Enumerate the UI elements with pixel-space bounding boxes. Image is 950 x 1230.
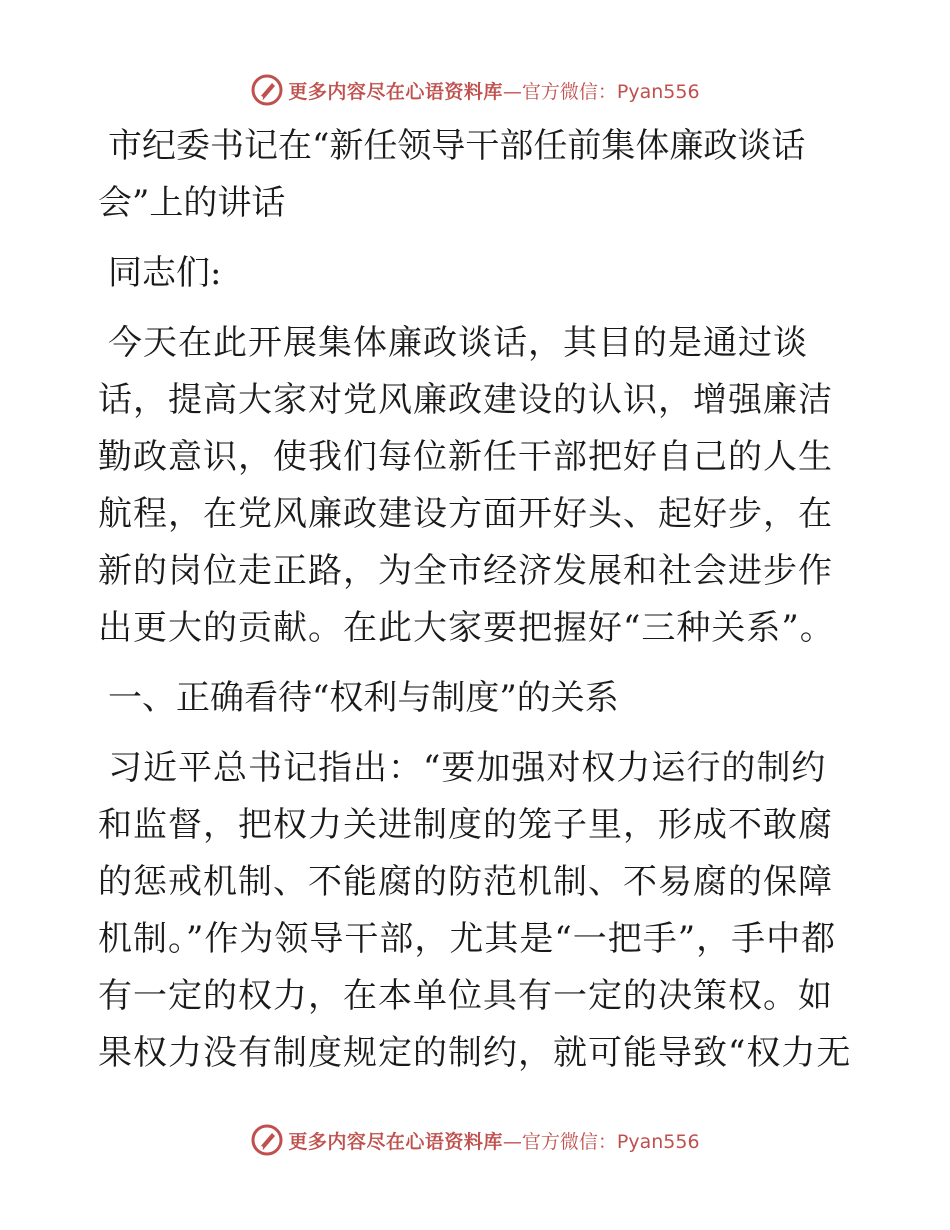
banner-official-text: —官方微信：Pyan556: [502, 80, 700, 103]
header-banner: [0, 70, 950, 110]
document-title: [98, 118, 858, 232]
banner-official-text: —官方微信：Pyan556: [502, 1130, 700, 1153]
paragraph-2: 习近平总书记指出：“要加强对权力运行的制约和监督，把权力关进制度的笼子里，形成不敢腐的惩戒机制、不能腐的防范机制、不易腐的保障机制。”作为领导干部，尤其是“一把手”，手中都有一定的权力，在本单位具有一定的决策权。如果权力没有制度规定的制约，就可能导致“权力无: [98, 748, 852, 1073]
pen-logo-icon: [250, 73, 284, 107]
paragraph-1: 今天在此开展集体廉政谈话，其目的是通过谈话，提高大家对党风廉政建设的认识，增强廉洁勤政意识，使我们每位新任干部把好自己的人生航程，在党风廉政建设方面开好头、起好步，在新的岗位走正路，为全市经济发展和社会进步作出更大的贡献。在此大家要把握好“三种关系”。: [98, 323, 835, 648]
pen-logo-icon: [250, 1123, 284, 1157]
section-heading-1: 一、正确看待“权利与制度”的关系: [108, 678, 619, 718]
banner-brand-text: 更多内容尽在心语资料库: [288, 1130, 503, 1153]
title-line-2: 会”上的讲话: [98, 183, 286, 223]
document-body: [98, 118, 858, 1095]
title-line-1: 市纪委书记在“新任领导干部任前集体廉政谈话: [108, 126, 806, 166]
footer-banner: [0, 1120, 950, 1160]
greeting: 同志们:: [108, 253, 222, 293]
banner-brand-text: 更多内容尽在心语资料库: [288, 80, 503, 103]
